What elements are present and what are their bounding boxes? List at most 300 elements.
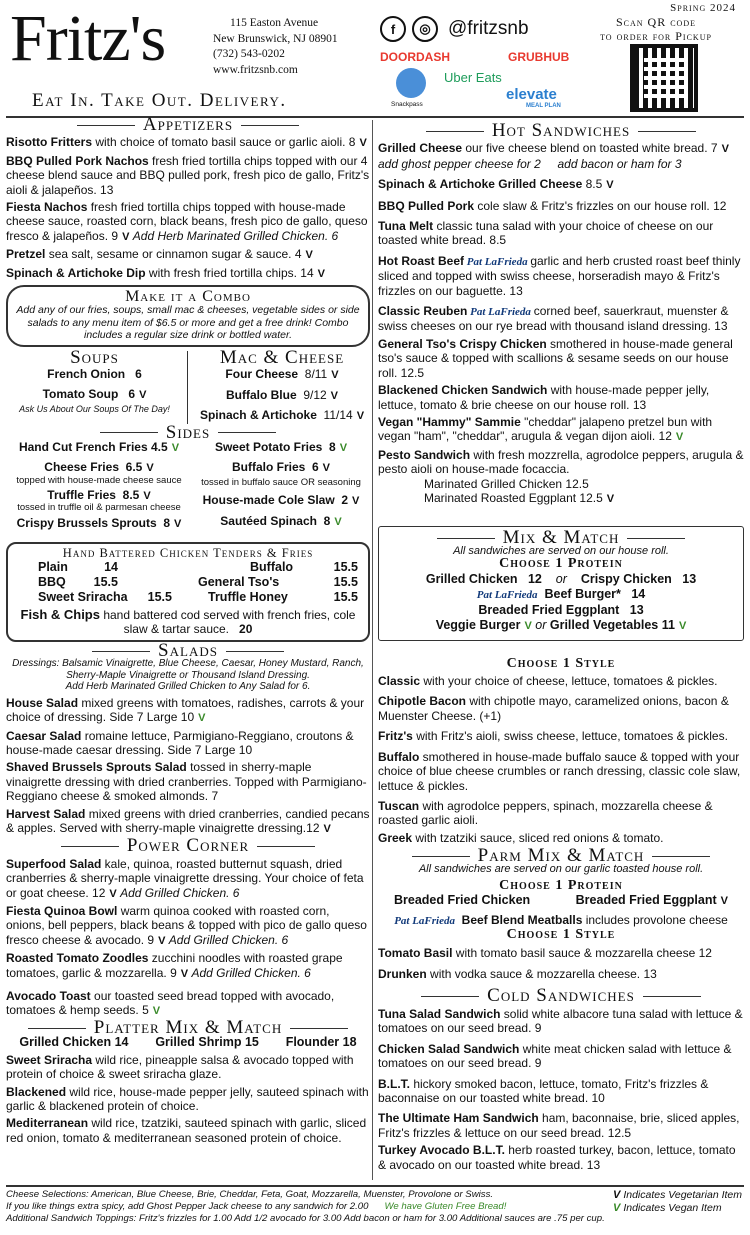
vegetarian-icon: V	[606, 492, 615, 505]
sides-heading: Sides	[6, 426, 370, 440]
menu-item	[198, 575, 358, 590]
menu-item	[6, 440, 192, 455]
mix-match-box	[378, 526, 744, 640]
item-price: 6	[311, 460, 319, 475]
item-price: 6	[135, 367, 142, 382]
item-price: 8	[323, 514, 331, 529]
tenders-grid	[18, 560, 358, 605]
vegetarian-icon: V	[356, 410, 365, 423]
menu-footer	[6, 1185, 744, 1224]
menu-item	[6, 989, 370, 1019]
item-name: Harvest Salad	[6, 806, 86, 821]
item-price: 4.5	[151, 440, 168, 454]
menu-header	[0, 0, 750, 118]
item-price: 15.5	[147, 590, 172, 605]
item-name: Sweet Sriracha	[6, 1052, 93, 1067]
item-name: Blackened Chicken Sandwich	[378, 383, 548, 398]
parm-heading: Parm Mix & Match	[378, 849, 744, 863]
tenders-right	[188, 560, 358, 605]
protein-row	[385, 618, 737, 634]
item-name: Risotto Fritters	[6, 135, 93, 150]
item-name: Breaded Fried Eggplant	[575, 893, 717, 908]
menu-item	[6, 266, 370, 281]
item-note: topped with house-made cheese sauce	[16, 474, 182, 486]
vegetarian-icon: V	[322, 462, 331, 475]
item-name: Blackened	[6, 1084, 67, 1099]
item-desc: classic tuna salad with your choice of cheese on our toasted white bread. 8.5	[378, 219, 714, 248]
menu-item	[6, 200, 370, 244]
item-name: Tuscan	[378, 798, 420, 813]
item-name: Chicken Salad Sandwich	[378, 1041, 520, 1056]
item-price: 18	[342, 1035, 357, 1050]
item-desc: corned beef, sauerkraut, muenster & swiss cheeses on our rye bread with thousand island dressing. 13	[378, 304, 729, 334]
item-desc: our toasted seed bread topped with avocado, tomatoes & hemp seeds. 5	[6, 989, 335, 1018]
vegetarian-icon: V	[606, 179, 614, 192]
instagram-icon[interactable]: ◎	[412, 16, 438, 42]
item-name: Fish & Chips	[20, 607, 100, 623]
item-name: Grilled Vegetables 11	[549, 617, 675, 632]
item-name: Flounder	[285, 1035, 340, 1050]
gluten-free-note: We have Gluten Free Bread!	[384, 1200, 507, 1212]
grubhub-logo[interactable]: GRUBHUB	[508, 50, 570, 64]
parm-choose-style: Choose 1 Style	[506, 927, 616, 943]
item-name: French Onion	[47, 367, 126, 382]
item-name: Greek	[378, 830, 413, 845]
item-addon: Add Grilled Chicken. 6	[191, 965, 311, 980]
menu-item	[378, 831, 744, 845]
menu-item	[6, 135, 370, 150]
item-price: 9/12	[303, 387, 327, 402]
vegan-icon: V	[524, 619, 532, 632]
ubereats-logo[interactable]: Uber Eats	[444, 70, 502, 85]
item-price: 11/14	[323, 408, 353, 423]
choose-style-heading: Choose 1 Style	[506, 655, 616, 671]
qr-text-line-1: Scan QR code	[615, 15, 696, 29]
menu-item	[378, 304, 744, 334]
item-price: 14	[631, 586, 646, 601]
snackpass-label: Snackpass	[391, 101, 423, 108]
platter-protein	[286, 1035, 357, 1049]
fritzs-logo: Fritz's	[10, 2, 166, 75]
item-name: Hot Roast Beef	[378, 253, 465, 268]
item-desc: fresh fried tortilla chips topped with house-made cheese sauce, roasted corn, black beans, fresh pico de gallo, queso fresco & jalapeños. 9	[6, 200, 368, 243]
item-name: General Tso's	[198, 575, 280, 590]
menu-item	[378, 674, 744, 688]
soups-mac-row	[6, 346, 370, 424]
item-desc: with tomato basil sauce & mozzarella cheese 12	[452, 945, 712, 960]
item-name: Grilled Chicken	[425, 571, 518, 586]
item-desc: cole slaw & Fritz's frizzles on our house roll. 12	[474, 198, 727, 213]
tenders-left	[18, 560, 188, 605]
item-price: 2	[341, 492, 349, 507]
item-desc: garlic and herb crusted roast beef thinly sliced and topped with swiss cheese, horseradish mayo & Fritz's frizzles on our baguette. 13	[378, 253, 741, 298]
item-price: 6	[128, 386, 136, 401]
parm-note: All sandwiches are served on our garlic toasted house roll.	[418, 862, 704, 875]
item-name: Spinach & Artichoke Grilled Cheese	[378, 177, 583, 192]
item-addon: Add Grilled Chicken. 6	[120, 885, 240, 900]
menu-item	[192, 440, 370, 455]
combo-box	[6, 285, 370, 347]
item-desc: mixed greens with tomatoes, radishes, carrots & your choice of dressing. Side 7 Large 10	[6, 695, 365, 725]
item-name: Sautéed Spinach	[220, 514, 317, 529]
phone-number: (732) 543-0202	[213, 48, 285, 60]
right-column	[378, 118, 744, 1172]
vegetarian-icon: V	[146, 462, 154, 475]
doordash-logo[interactable]: DOORDASH	[380, 50, 451, 64]
item-name: BBQ Pulled Pork	[378, 198, 475, 213]
mac-heading: Mac & Cheese	[219, 346, 345, 368]
item-name: B.L.T.	[378, 1076, 410, 1091]
qr-instructions	[576, 15, 736, 43]
vegetarian-icon: V	[174, 518, 182, 531]
item-name: Breaded Fried Chicken	[394, 893, 531, 908]
vegan-icon: V	[675, 431, 684, 444]
choose-protein-heading: Choose 1 Protein	[499, 556, 623, 572]
pat-lafrieda-logo: Pat LaFrieda	[467, 306, 534, 319]
menu-item	[194, 408, 370, 423]
qr-code[interactable]	[630, 44, 698, 112]
toppings-note: Additional Sandwich Toppings: Fritz's frizzles for 1.00 Add 1/2 avocado for 3.00 Add bacon or ham for 3.00 Additional sauces are .75 per cup.	[6, 1212, 605, 1224]
menu-item	[378, 337, 744, 380]
item-name: Veggie Burger	[435, 617, 521, 632]
item-desc: smothered in house-made buffalo sauce & topped with your choice of blue cheese crumbles or ranch dressing, classic cole slaw, lettuce & pickles.	[378, 749, 741, 793]
mac-section	[188, 346, 370, 424]
item-name: Pesto Sandwich	[378, 447, 471, 462]
item-desc: sea salt, sesame or cinnamon sugar & sauce. 4	[45, 247, 302, 262]
item-addon: Add Grilled Chicken. 6	[168, 932, 289, 947]
item-addon: add bacon or ham for 3	[557, 156, 682, 171]
item-name: Plain	[38, 560, 68, 575]
menu-item	[6, 729, 370, 758]
social-links	[380, 16, 529, 42]
menu-item	[38, 590, 172, 605]
menu-item	[6, 247, 370, 262]
item-desc: "cheddar" jalapeno pretzel bun with vegan "ham", "cheddar", arugula & vegan dijon aioli. 12	[378, 414, 713, 444]
item-name: General Tso's Crispy Chicken	[378, 336, 547, 351]
item-name: Grilled Chicken	[19, 1035, 112, 1050]
vegetarian-icon: V	[139, 388, 147, 401]
vegan-icon: V	[171, 442, 180, 454]
menu-item	[378, 967, 744, 981]
cheese-selections: Cheese Selections: American, Blue Cheese, Brie, Cheddar, Feta, Goat, Mozzarella, Muenster, Provolone or Swiss.	[6, 1189, 494, 1200]
tenders-box	[6, 542, 370, 642]
menu-item	[192, 514, 370, 529]
vegetarian-icon: V	[720, 895, 728, 908]
sides-right	[192, 440, 370, 532]
item-desc: fresh fried tortilla chips topped with our 4 cheese blend sauce and BBQ pulled pork, fresh pico de gallo, Fritz's aioli & jalapeños. 13	[6, 153, 370, 197]
item-name: Crispy Brussels Sprouts	[16, 516, 157, 531]
item-price: 8/11	[304, 367, 328, 382]
item-name: House-made Cole Slaw	[202, 492, 335, 507]
pesto-option: Marinated Grilled Chicken 12.5	[424, 476, 589, 491]
item-price: 20	[239, 622, 253, 637]
menu-item	[378, 415, 744, 445]
item-name: Beef Blend Meatballs	[461, 912, 583, 927]
address-block	[213, 16, 338, 78]
item-desc: with tzatziki sauce, sliced red onions & tomato.	[412, 830, 664, 845]
power-heading: Power Corner	[6, 839, 370, 853]
item-desc: wild rice, pineapple salsa & avocado topped with protein of choice & sweet sriracha glaze.	[6, 1052, 354, 1082]
menu-item	[378, 383, 744, 412]
item-name: Buffalo Fries	[231, 460, 306, 475]
website[interactable]: www.fritzsnb.com	[213, 63, 298, 76]
vegan-icon: V	[613, 1201, 621, 1214]
vegan-icon: V	[198, 712, 206, 725]
menu-item	[378, 799, 744, 828]
item-desc: with your choice of cheese, lettuce, tomatoes & pickles.	[420, 674, 718, 689]
menu-item	[192, 460, 370, 475]
hot-sandwiches-heading: Hot Sandwiches	[378, 124, 744, 138]
legend	[609, 1189, 742, 1214]
or-label: or	[535, 617, 547, 632]
item-name: Truffle Honey	[208, 590, 288, 605]
vegan-icon: V	[334, 516, 342, 529]
cold-sandwiches-heading: Cold Sandwiches	[378, 989, 744, 1003]
item-price: 15.5	[333, 590, 358, 605]
item-price: 12	[527, 571, 542, 586]
protein-row	[385, 572, 737, 587]
item-name: Shaved Brussels Sprouts Salad	[6, 760, 187, 775]
item-name: Fiesta Nachos	[6, 200, 88, 215]
item-price: 14	[114, 1035, 129, 1050]
item-price: 8	[163, 516, 171, 531]
menu-item	[378, 448, 744, 477]
menu-item	[6, 696, 370, 726]
item-desc: with house-made pepper jelly, lettuce, tomato & brie cheese on our house roll. 13	[378, 383, 710, 412]
or-label: or	[555, 571, 567, 586]
item-name: Spinach & Artichoke	[199, 408, 317, 423]
item-desc: tossed in sherry-maple vinaigrette dressing with dried cranberries. Topped with Parmigiano-Reggiano cheese & smoked almonds. 7	[6, 760, 367, 804]
item-name: Turkey Avocado B.L.T.	[378, 1143, 505, 1158]
item-name: Hand Cut French Fries	[18, 440, 148, 454]
item-price: 15.5	[333, 575, 358, 590]
item-price: 6.5	[125, 460, 143, 475]
menu-item	[6, 154, 370, 197]
menu-item	[6, 760, 370, 803]
qr-text-line-2: to order for Pickup	[600, 29, 712, 43]
item-name: Fritz's	[378, 729, 413, 744]
fish-chips-item	[18, 608, 358, 637]
item-name: Buffalo	[378, 749, 420, 764]
item-price: 15.5	[93, 575, 118, 590]
item-desc: solid white albacore tuna salad with lettuce & tomatoes on our seed bread. 9	[378, 1006, 743, 1036]
parm-protein-row	[378, 893, 744, 908]
menu-item	[378, 199, 744, 213]
combo-heading: Make it a Combo	[125, 288, 251, 306]
menu-item	[378, 729, 744, 743]
menu-item	[6, 488, 192, 503]
vegetarian-icon: V	[143, 489, 151, 502]
item-desc: zucchini noodles with roasted grape tomatoes, garlic & mozzarella. 9	[6, 951, 343, 980]
item-desc: smothered in house-made general tso's sauce & topped with scallions & sesame seeds on our house roll. 12.5	[378, 336, 733, 380]
menu-item	[6, 387, 183, 402]
menu-item	[194, 388, 370, 403]
item-name: Sweet Sriracha	[38, 590, 128, 605]
item-price: 13	[682, 571, 697, 586]
season-label: Spring 2024	[670, 2, 736, 14]
menu-item	[378, 1077, 744, 1106]
item-price: 14	[104, 560, 118, 575]
vegetarian-icon: V	[721, 143, 729, 156]
item-desc: with fresh fried tortilla chips. 14	[145, 265, 314, 280]
platter-proteins	[6, 1035, 370, 1049]
menu-item	[198, 590, 358, 605]
menu-item	[194, 367, 370, 382]
item-desc: with chipotle mayo, caramelized onions, bacon & Muenster Cheese. (+1)	[378, 694, 729, 723]
item-note: tossed in truffle oil & parmesan cheese	[17, 502, 181, 514]
menu-item	[378, 141, 744, 171]
option-label: Marinated Roasted Eggplant 12.5	[424, 490, 603, 505]
soups-heading: Soups	[70, 346, 119, 368]
pat-lafrieda-logo: Pat LaFrieda	[464, 255, 531, 268]
item-desc: with Fritz's aioli, swiss cheese, lettuce, tomatoes & pickles.	[412, 729, 728, 744]
menu-item	[6, 857, 370, 901]
tagline: Eat In. Take Out. Delivery.	[32, 90, 287, 111]
item-name: Buffalo Blue	[225, 387, 297, 402]
menu-item	[378, 694, 744, 723]
menu-item	[6, 1085, 370, 1114]
menu-item	[6, 516, 192, 531]
protein-row	[385, 603, 737, 618]
menu-item	[378, 750, 744, 793]
menu-item	[192, 493, 370, 508]
item-desc: wild rice, house-made pepper jelly, sauteed spinach with garlic & blackened protein of choice.	[6, 1084, 369, 1113]
item-name: Avocado Toast	[6, 989, 91, 1004]
item-name: Truffle Fries	[47, 487, 116, 502]
item-addon: Add Herb Marinated Grilled Chicken. 6	[132, 228, 339, 243]
menu-item	[378, 254, 744, 298]
sides-grid	[6, 440, 370, 532]
salad-dressings: Dressings: Balsamic Vinaigrette, Blue Cheese, Caesar, Honey Mustard, Ranch, Sherry-Maple Vinaigrette or Thousand Island Dressing.	[12, 658, 364, 681]
snackpass-icon[interactable]	[396, 68, 426, 98]
menu-item	[6, 951, 370, 981]
pat-lafrieda-logo: Pat LaFrieda	[476, 588, 538, 601]
item-desc: romaine lettuce, Parmigiano-Reggiano, croutons & house-made caesar dressing. Side 7 Large 10	[6, 728, 354, 757]
item-desc: kale, quinoa, roasted butternut squash, dried cranberries & sherry-maple vinaigrette dressing. Your choice of feta or goat cheese. 12	[6, 856, 364, 900]
left-column	[6, 114, 370, 1145]
vegetarian-icon: V	[330, 389, 339, 402]
menu-item	[378, 1042, 744, 1071]
menu-item	[6, 807, 370, 837]
delivery-logos	[380, 50, 580, 110]
item-desc: white meat chicken salad with lettuce & tomatoes on our seed bread. 9	[378, 1041, 732, 1071]
item-name: Spinach & Artichoke Dip	[6, 265, 146, 280]
item-desc: hickory smoked bacon, lettuce, tomato, Fritz's frizzles & baconnaise on our toasted white bread. 10	[378, 1076, 709, 1105]
item-addon: add ghost pepper cheese for 2	[378, 156, 541, 171]
facebook-icon[interactable]: f	[380, 16, 406, 42]
menu-item	[198, 560, 358, 575]
vegan-icon: V	[678, 619, 687, 632]
menu-item	[38, 575, 118, 590]
item-name: Buffalo	[250, 560, 294, 575]
soup-note: Ask Us About Our Soups Of The Day!	[19, 404, 170, 415]
item-name: Caesar Salad	[6, 728, 82, 743]
salads-heading: Salads	[6, 644, 370, 658]
item-desc: 8.5	[582, 177, 603, 192]
menu-item	[378, 1111, 744, 1140]
pesto-option	[378, 491, 744, 506]
item-desc: warm quinoa cooked with roasted corn, onions, bell peppers, black beans & topped with pico de gallo queso fresco cheese & avocado. 9	[6, 904, 367, 947]
item-name: Tomato Soup	[42, 386, 119, 401]
item-name: Sweet Potato Fries	[214, 440, 323, 454]
menu-item	[6, 460, 192, 475]
platter-protein	[19, 1035, 128, 1049]
item-name: Four Cheese	[225, 367, 299, 382]
platter-heading: Platter Mix & Match	[6, 1021, 370, 1035]
legend-label: Indicates Vegetarian Item	[623, 1189, 742, 1201]
vegetarian-icon: V	[359, 137, 367, 150]
item-name: House Salad	[6, 695, 79, 710]
item-name: The Ultimate Ham Sandwich	[378, 1111, 539, 1126]
item-name: Drunken	[378, 967, 427, 982]
item-name: Chipotle Bacon	[378, 694, 467, 709]
appetizers-heading: Appetizers	[6, 118, 370, 132]
pat-lafrieda-logo: Pat LaFrieda	[394, 914, 455, 927]
vegetarian-icon: V	[180, 967, 189, 980]
item-name: Vegan "Hammy" Sammie	[378, 414, 521, 429]
item-note: tossed in buffalo sauce OR seasoning	[201, 476, 361, 488]
street-address: 115 Easton Avenue	[230, 17, 319, 29]
menu-item	[378, 1007, 744, 1036]
menu-item	[38, 560, 118, 575]
item-price: 8	[329, 440, 336, 454]
item-name: Crispy Chicken	[580, 571, 672, 586]
protein-row	[385, 587, 737, 603]
item-name: Classic Reuben	[378, 304, 468, 319]
item-desc: with vodka sauce & mozzarella cheese. 13	[426, 967, 657, 982]
vegetarian-icon: V	[305, 249, 313, 262]
item-price: 13	[629, 602, 644, 617]
vegetarian-icon: V	[122, 230, 130, 243]
item-name: Beef Burger*	[544, 586, 621, 601]
item-name: BBQ Pulled Pork Nachos	[6, 153, 149, 168]
elevate-logo[interactable]: elevate	[506, 86, 557, 103]
item-desc: our five cheese blend on toasted white bread. 7	[462, 141, 718, 156]
item-name: Tuna Melt	[378, 219, 434, 234]
vegetarian-icon: V	[158, 934, 166, 947]
vegetarian-icon: V	[323, 823, 331, 835]
legend-vegetarian	[609, 1189, 742, 1202]
item-desc: includes provolone cheese	[582, 912, 728, 927]
item-name: Tomato Basil	[378, 945, 453, 960]
item-name: Cheese Fries	[44, 460, 119, 475]
item-desc: herb roasted turkey, bacon, lettuce, tomato & avocado on our toasted white bread. 13	[378, 1143, 736, 1172]
item-name: Grilled Shrimp	[155, 1035, 242, 1050]
mix-match-heading: Mix & Match	[385, 531, 737, 545]
parm-meatball-row	[378, 913, 744, 928]
menu-item	[6, 904, 370, 948]
platter-protein	[155, 1035, 259, 1049]
combo-text: Add any of our fries, soups, small mac & cheeses, vegetable sides or side salads to any menu item of $6.5 or more and get a free drink! Combo includes a regular size drink or bottled water.	[16, 304, 360, 342]
vegan-icon: V	[152, 1005, 161, 1018]
soups-section	[6, 346, 188, 424]
item-desc: with choice of tomato basil sauce or garlic aioli. 8	[92, 135, 356, 150]
menu-item	[6, 1116, 370, 1145]
vegan-icon: V	[339, 442, 348, 454]
item-desc: wild rice, tzatziki, sauteed spinach with garlic, sliced red onion, tomato & mediterranean seasoned protein of choice.	[6, 1116, 367, 1145]
tenders-heading: Hand Battered Chicken Tenders & Fries	[62, 545, 314, 560]
vegetarian-icon: V	[352, 494, 360, 507]
menu-item	[6, 367, 183, 381]
vegetarian-icon: V	[331, 369, 339, 382]
menu-item	[378, 1143, 744, 1172]
vegetarian-icon: V	[317, 267, 325, 280]
item-name: Grilled Cheese	[378, 141, 463, 156]
menu-item	[378, 219, 744, 248]
meal-plan-label: MEAL PLAN	[526, 103, 561, 109]
parm-protein	[576, 893, 728, 908]
item-name: Classic	[378, 674, 421, 689]
